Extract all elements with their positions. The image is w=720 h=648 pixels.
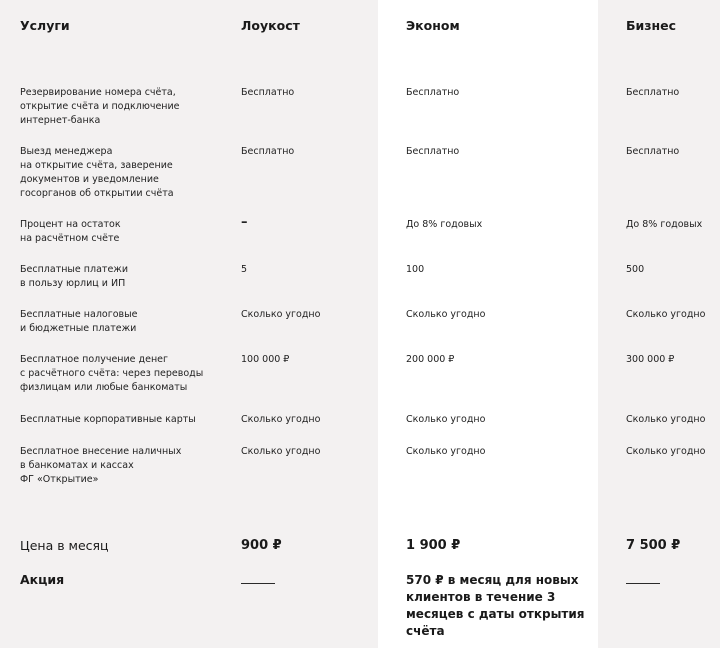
row-service: Бесплатные корпоративные карты: [20, 414, 196, 425]
row-service: Бесплатные налоговые и бюджетные платежи: [20, 309, 138, 334]
header-services: Услуги: [20, 18, 70, 33]
row-service: Бесплатное получение денег с расчётного счёта: через переводы физлицам или любые банкоматы: [20, 354, 204, 393]
row-business-value: Сколько угодно: [626, 309, 706, 320]
row-business-value: Бесплатно: [626, 87, 680, 98]
promo-lowcost-empty-dash: [241, 583, 275, 584]
promo-econom-text: 570 ₽ в месяц для новых клиентов в течение 3 месяцев с даты открытия счёта: [406, 573, 585, 638]
row-lowcost-value: –: [241, 215, 248, 230]
row-business-value: Сколько угодно: [626, 446, 706, 457]
row-econom-value: 100: [406, 264, 425, 275]
header-econom: Эконом: [406, 18, 460, 33]
promo-label: Акция: [20, 572, 65, 587]
row-econom-value: 200 000 ₽: [406, 354, 455, 365]
row-business-value: Сколько угодно: [626, 414, 706, 425]
promo-business-empty-dash: [626, 583, 660, 584]
header-lowcost: Лоукост: [241, 18, 300, 33]
row-lowcost-value: 5: [241, 264, 248, 275]
row-econom-value: Сколько угодно: [406, 309, 486, 320]
row-econom-value: Сколько угодно: [406, 414, 486, 425]
row-business-value: Бесплатно: [626, 146, 680, 157]
row-service: Бесплатные платежи в пользу юрлиц и ИП: [20, 264, 129, 289]
price-business: 7 500 ₽: [626, 538, 681, 553]
row-service: Бесплатное внесение наличных в банкоматах и кассах ФГ «Открытие»: [20, 446, 182, 485]
row-service: Процент на остаток на расчётном счёте: [20, 219, 121, 244]
price-label: Цена в месяц: [20, 538, 109, 553]
price-econom: 1 900 ₽: [406, 538, 461, 553]
row-lowcost-value: 100 000 ₽: [241, 354, 290, 365]
row-lowcost-value: Сколько угодно: [241, 309, 321, 320]
price-lowcost: 900 ₽: [241, 538, 282, 553]
row-business-value: До 8% годовых: [626, 219, 703, 230]
row-lowcost-value: Бесплатно: [241, 87, 295, 98]
row-lowcost-value: Сколько угодно: [241, 446, 321, 457]
row-econom-value: Сколько угодно: [406, 446, 486, 457]
row-econom-value: До 8% годовых: [406, 219, 483, 230]
row-econom-value: Бесплатно: [406, 87, 460, 98]
row-lowcost-value: Сколько угодно: [241, 414, 321, 425]
row-econom-value: Бесплатно: [406, 146, 460, 157]
row-service: Выезд менеджера на открытие счёта, заверение документов и уведомление госорганов об открытии счёта: [20, 146, 174, 199]
row-business-value: 300 000 ₽: [626, 354, 675, 365]
row-business-value: 500: [626, 264, 645, 275]
row-service: Резервирование номера счёта, открытие счёта и подключение интернет-банка: [20, 87, 180, 126]
header-business: Бизнес: [626, 18, 677, 33]
row-lowcost-value: Бесплатно: [241, 146, 295, 157]
